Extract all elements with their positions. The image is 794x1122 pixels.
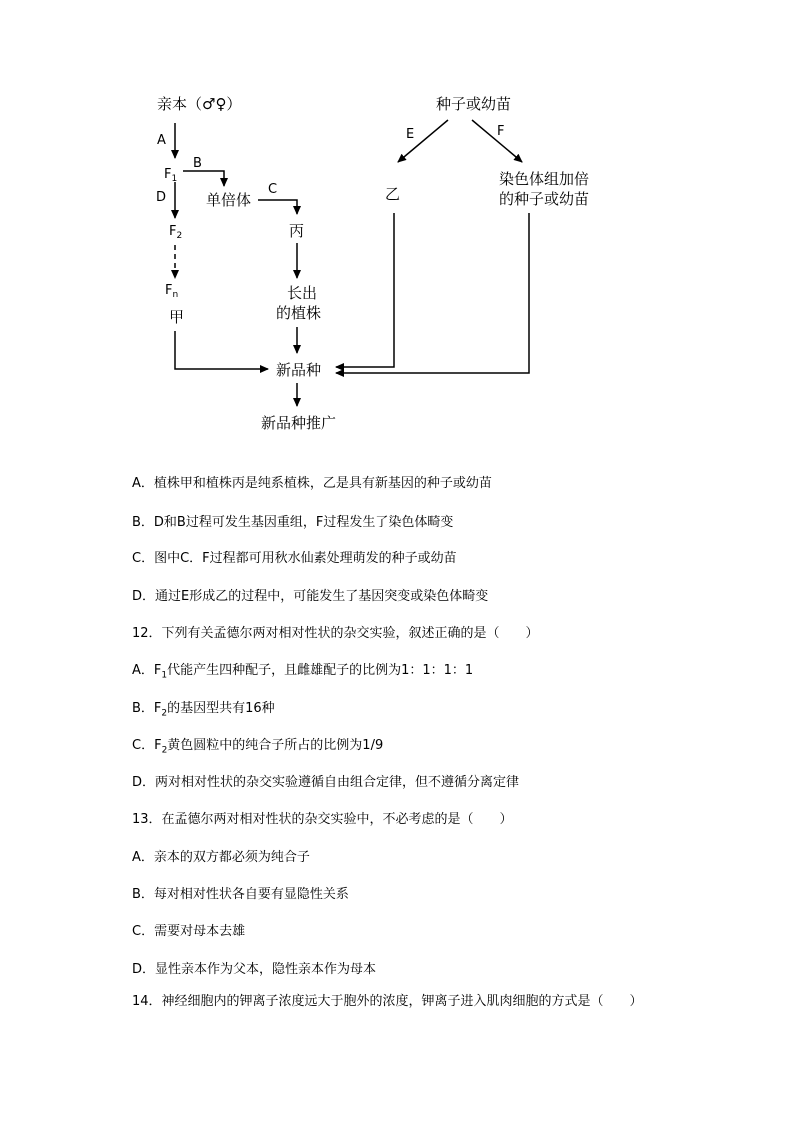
label-E: E: [406, 127, 415, 142]
q12-option-a: A．$F_1$代能产生四种配子，且雌雄配子的比例为1：1：1：1: [132, 663, 474, 681]
arrow-jia-to-new: [175, 331, 268, 369]
breeding-flow-diagram: [0, 0, 794, 450]
yi-label: 乙: [385, 185, 401, 203]
f2-label: $F_2$: [169, 224, 183, 241]
q13-option-c: C．需要对母本去雄: [132, 924, 246, 939]
arrow-doubled-to-new: [336, 213, 529, 373]
fn-label: $F_n$: [165, 283, 179, 300]
q13-option-a: A．亲本的双方都必须为纯合子: [132, 850, 310, 865]
label-B: B: [193, 156, 202, 171]
arrow-C: [258, 200, 297, 214]
grown-label-2: 的植株: [276, 304, 322, 322]
jia-label: 甲: [169, 308, 185, 326]
arrow-yi-to-new: [336, 213, 394, 367]
q11-option-c: C．图中C．F过程都可用秋水仙素处理萌发的种子或幼苗: [132, 551, 457, 566]
label-C: C: [268, 182, 278, 197]
bing-label: 丙: [289, 222, 305, 240]
q12-option-d: D．两对相对性状的杂交实验遵循自由组合定律，但不遵循分离定律: [132, 775, 520, 790]
promotion-label: 新品种推广: [261, 414, 337, 432]
parent-label: 亲本（♂♀）: [157, 95, 242, 113]
doubled-label-1: 染色体组加倍: [499, 170, 590, 188]
q13-stem: 13．在孟德尔两对相对性状的杂交实验中，不必考虑的是（ ）: [132, 812, 513, 827]
q13-option-d: D．显性亲本作为父本，隐性亲本作为母本: [132, 962, 377, 977]
label-F: F: [497, 124, 505, 139]
q11-option-b: B．D和B过程可发生基因重组，F过程发生了染色体畸变: [132, 515, 454, 530]
arrow-B: [183, 171, 224, 186]
q13-option-b: B．每对相对性状各自要有显隐性关系: [132, 887, 349, 902]
f1-label: $F_1$: [164, 167, 178, 184]
q11-option-d: D．通过E形成乙的过程中，可能发生了基因突变或染色体畸变: [132, 589, 489, 604]
q12-option-b: B．$F_2$的基因型共有16种: [132, 701, 275, 719]
label-D: D: [156, 190, 167, 205]
q14-stem: 14．神经细胞内的钾离子浓度远大于胞外的浓度，钾离子进入肌肉细胞的方式是（ ）: [132, 994, 643, 1009]
seeds-label: 种子或幼苗: [436, 95, 512, 113]
q11-option-a: A．植株甲和植株丙是纯系植株，乙是具有新基因的种子或幼苗: [132, 476, 492, 491]
haploid-label: 单倍体: [206, 191, 252, 209]
grown-label-1: 长出: [287, 284, 318, 302]
q12-stem: 12．下列有关孟德尔两对相对性状的杂交实验，叙述正确的是（ ）: [132, 626, 539, 641]
doubled-label-2: 的种子或幼苗: [499, 190, 590, 208]
q12-option-c: C．$F_2$黄色圆粒中的纯合子所占的比例为1/9: [132, 738, 384, 756]
label-A: A: [157, 133, 166, 148]
new-variety-label: 新品种: [276, 361, 322, 379]
